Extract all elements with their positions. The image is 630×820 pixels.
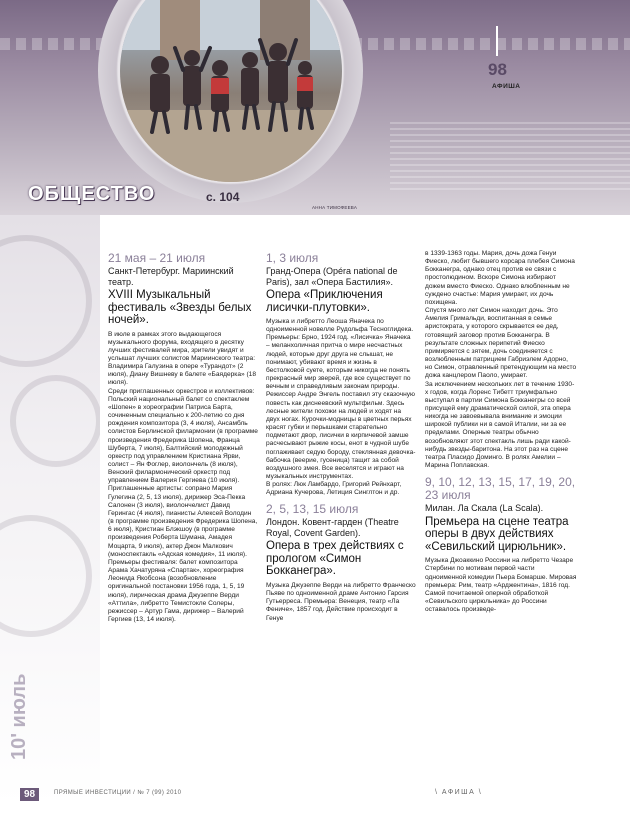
paragraph: Музыка Джоаккино Россини на либретто Чезаре Стербини по мотивам первой части одноименной комедии Пьера Бомарше. Мировая премьера: Рим, театр «Арджентина», 1816 год. — [425, 557, 577, 589]
deco-ring — [10, 375, 100, 467]
event-description — [108, 331, 258, 625]
event-title: Опера «Приключения лисички-плутовки». — [266, 289, 383, 314]
event-description — [266, 582, 416, 623]
header-page-number: 98 — [488, 60, 507, 79]
deco-ring — [0, 235, 92, 367]
event-venue: Гранд-Опера (Opéra national de Paris), зал «Опера Бастилия». — [266, 266, 398, 287]
section-title: ОБЩЕСТВО — [28, 183, 156, 205]
header-texture — [390, 120, 630, 190]
column-2 — [266, 252, 416, 623]
paragraph: За исключением нескольких лет в течение 1930-х годов, когда Лоренс Тибетт триумфально выступал в партии Симона Бокканегры со всей присущей ему драматической силой, эта опера никогда не завоевывала внимание и эмоции широкой публики ни в самой Италии, ни за ее пределами. Оперные театры обычно возобновляют этот спектакль лишь ради какой-нибудь звезды-баритона. На этот раз на сцене театра Пласидо Доминго. В ролях Амелии – Марина Поплавская. — [425, 380, 575, 470]
paragraph: Музыка и либретто Леоша Яначека по одноименной новелле Рудольфа Тесноглидека. Премьеры: Брно, 1924 год. «Лисичка» Яначека – меланхоличная притча о мире несчастных людей, которые друг друга не слышат, не понимают, убивают время и жизнь в бестолковой суете, которым никогда не понять прекрасный мир зверей, где все существует по вечным и справедливым законам природы. — [266, 318, 414, 391]
header-section-label: АФИША — [492, 83, 521, 90]
paragraph: в 1339-1363 годы. Мария, дочь дожа Генуи Фиеско, любит бывшего корсара плебея Симона Бокканегра, однако отец против ее связи с простолюдином. Вскоре Симона избирают дожем вместо Фиеско. Однако влюбленным не суждено счастье: Мария умирает, их дочь похищена. — [425, 250, 575, 306]
event-title: Премьера на сцене театра оперы в двух действиях «Севильский цирюльник». — [425, 515, 569, 553]
paragraph: Приглашенные артисты: сопрано Мария Гулегина (2, 5, 13 июля), дирижер Эса-Пекка Салонен (3 июля), виолончелист Давид Герингас (4 июля), пианисты Алексей Володин (в программе произведения Фредерика Шопена, 6 июля), Кристиан Блэкшоу (в программе произведения Роберта Шумана, Амадея Моцарта, 9 июля), актер Джон Малкович (моноспектакль «Адская комедия», 11 июля). — [108, 485, 258, 558]
header-photo — [120, 0, 342, 182]
footer-page-number: 98 — [20, 788, 39, 801]
page-reference: c. 104 — [206, 190, 240, 204]
column-1 — [108, 252, 258, 624]
event-title: Опера в трех действиях с прологом «Симон Бокканегра». — [266, 540, 404, 578]
paragraph: Самой почитаемой оперной обработкой «Севильского цирюльника» до Россини оставалось произведе- — [425, 589, 549, 614]
event-date: 1, 3 июля — [266, 251, 319, 265]
event-venue: Лондон. Ковент-гарден (Theatre Royal, Covent Garden). — [266, 517, 399, 538]
event-date: 2, 5, 13, 15 июля — [266, 502, 359, 517]
column-3 — [425, 250, 577, 614]
paragraph: В июле в рамках этого выдающегося музыкального форума, входящего в десятку лучших фестивалей мира, зрители увидят и услышат лучших солистов Мариинского театра: Владимира Галузина в опере «Турандот» (2 июля), Диану Вишневу в балете «Баядерка» (18 июля). — [108, 330, 257, 387]
header-banner — [0, 0, 630, 215]
event-venue: Санкт-Петербург. Мариинский театр. — [108, 266, 234, 287]
deco-ring — [0, 515, 92, 637]
paragraph: В ролях: Люк Ламбардо, Григорий Рейнхарт, Адриана Кучерова, Летиция Синглтон и др. — [266, 481, 402, 497]
event-description-continued — [425, 250, 577, 470]
paragraph: Спустя много лет Симон находит дочь. Это Амелия Гримальди, воспитанная в семье аристократа, у которого скрывается ее дед, готовящий заговор против Бокканегра. В результате сложных перипетий Фиеско примиряется с зятем, дочь соединяется с возлюбленным патрицием Габриэлем Адорно, но Симон, отравленный претендующим на место дожа канцлером Паоло, умирает. — [425, 307, 577, 380]
paragraph: Режиссер Андре Энгель поставил эту сказочную повесть как диснеевский мультфильм. Здесь лесные жители похожи на людей и ходят на двух ногах. Курочки-модницы в цветных перьях красят губки и перышками старательно подметают двор, лисички в кирпичевой замше расчесывают рыжие косы, енот в чудной шубе поглаживает седую бороду, стеклянная девочка-бабочка (веерие, гусеница) тащит за собой воздушного змея. Все веселятся и играют на музыкальных инструментах. — [266, 391, 416, 480]
footer-section: \ АФИША \ — [435, 789, 483, 796]
event-date: 21 мая – 21 июля — [108, 251, 206, 265]
event-venue: Милан. Ла Скала (La Scala). — [425, 503, 544, 514]
event-date: 9, 10, 12, 13, 15, 17, 19, 20, 23 июля — [425, 475, 576, 503]
paragraph: Среди приглашенных оркестров и коллективов: Польский национальный балет со спектаклем «Шопен» в хореографии Патриса Барта, сочиненным специально к 200-летию со дня рождения композитора (3, 4 июля), Ансамбль солистов Берлинской филармонии (в программе произведения Фредерика Шопена, Франца Шуберта, 7 июля), Балтийский молодежный оркестр под управлением Кристиана Ярви, солист – Ян Фоглер, виолончель (8 июля), Венский филармонический оркестр под управлением Валерия Гергиева (10 июля). — [108, 387, 258, 485]
footer-publication: ПРЯМЫЕ ИНВЕСТИЦИИ / № 7 (99) 2010 — [54, 790, 182, 796]
paragraph: Музыка Джузеппе Верди на либретто Франческо Пьяве по одноименной драме Антонио Гарсия Гутьерреса. Премьера: Венеция, театр «Ла Фениче», 1857 год. Действие происходит в Генуе — [266, 581, 416, 622]
event-title: XVIII Музыкальный фестиваль «Звезды белых ночей». — [108, 289, 252, 326]
month-label: 10' июль — [8, 673, 30, 760]
event-description — [425, 557, 577, 614]
header-divider — [496, 26, 498, 56]
event-description — [266, 318, 416, 497]
photo-credit: АННА ТИМОФЕЕВА — [312, 205, 358, 210]
paragraph: Премьеры фестиваля: балет композитора Арама Хачатуряна «Спартак», хореография Леонида Якобсона (возобновление оригинальной постановки 1956 года, 1, 5, 19 июля), лирическая драма Джузеппе Верди «Аттила», либретто Темистокле Солеры, режиссер – Артур Гама, дирижер – Валерий Гергиев (13, 14 июля). — [108, 558, 245, 623]
